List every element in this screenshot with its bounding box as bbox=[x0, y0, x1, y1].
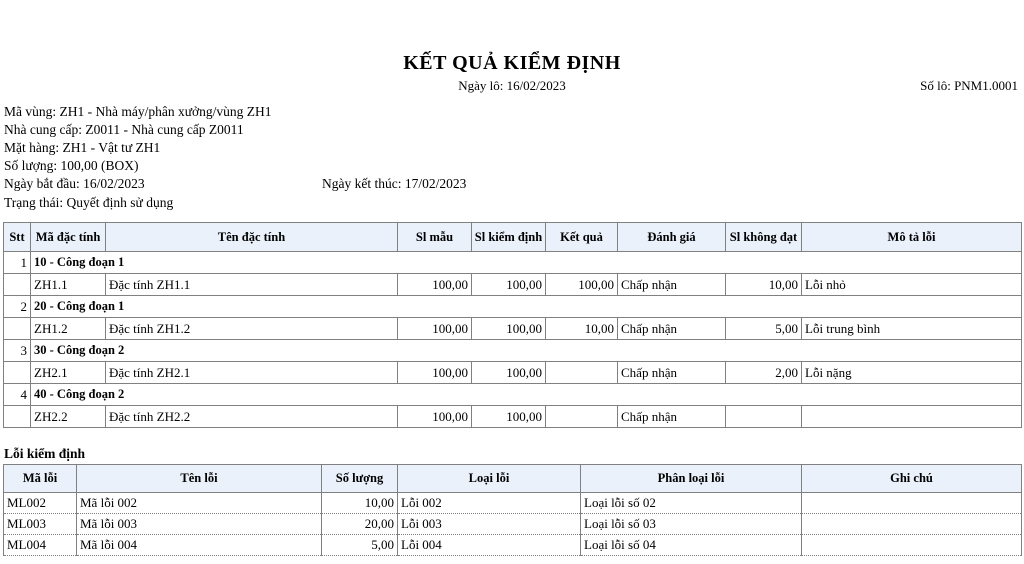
evaluation-cell: Chấp nhận bbox=[618, 406, 726, 428]
col-result: Kết quả bbox=[546, 223, 618, 252]
empty-cell bbox=[4, 362, 31, 384]
stt-cell: 1 bbox=[4, 252, 31, 274]
error-qty-cell: 20,00 bbox=[322, 514, 398, 535]
char-name-cell: Đặc tính ZH1.1 bbox=[106, 274, 398, 296]
error-qty-cell: 10,00 bbox=[322, 493, 398, 514]
error-desc-cell: Lỗi nhỏ bbox=[802, 274, 1022, 296]
error-desc-cell: Lỗi trung bình bbox=[802, 318, 1022, 340]
col-char-name: Tên đặc tính bbox=[106, 223, 398, 252]
inspection-header-row bbox=[4, 223, 1022, 252]
inspection-table-body bbox=[4, 252, 1022, 428]
errors-table-body bbox=[4, 493, 1022, 556]
failed-qty-cell: 10,00 bbox=[726, 274, 802, 296]
col-stt: Stt bbox=[4, 223, 31, 252]
col-error-code: Mã lỗi bbox=[4, 465, 77, 493]
error-name-cell: Mã lỗi 003 bbox=[77, 514, 322, 535]
status-info: Trạng thái: Quyết định sử dụng bbox=[4, 195, 174, 210]
error-code-cell: ML002 bbox=[4, 493, 77, 514]
sample-qty-cell: 100,00 bbox=[398, 274, 472, 296]
char-code-cell: ZH1.2 bbox=[31, 318, 106, 340]
empty-cell bbox=[4, 274, 31, 296]
group-label: 30 - Công đoạn 2 bbox=[31, 340, 1022, 362]
result-cell: 100,00 bbox=[546, 274, 618, 296]
error-code-cell: ML004 bbox=[4, 535, 77, 556]
empty-cell bbox=[4, 406, 31, 428]
col-failed-qty: Sl không đạt bbox=[726, 223, 802, 252]
errors-section-title: Lỗi kiểm định bbox=[4, 446, 86, 461]
evaluation-cell: Chấp nhận bbox=[618, 318, 726, 340]
result-cell bbox=[546, 362, 618, 384]
inspection-table bbox=[3, 222, 1022, 428]
inspected-qty-cell: 100,00 bbox=[472, 362, 546, 384]
inspected-qty-cell: 100,00 bbox=[472, 406, 546, 428]
error-class-cell: Loại lỗi số 04 bbox=[581, 535, 802, 556]
lot-date: Ngày lô: 16/02/2023 bbox=[458, 78, 566, 93]
error-desc-cell: Lỗi nặng bbox=[802, 362, 1022, 384]
group-row bbox=[4, 252, 1022, 274]
stt-cell: 4 bbox=[4, 384, 31, 406]
stt-cell: 3 bbox=[4, 340, 31, 362]
error-name-cell: Mã lỗi 004 bbox=[77, 535, 322, 556]
item-info: Mặt hàng: ZH1 - Vật tư ZH1 bbox=[4, 140, 161, 155]
col-error-name: Tên lỗi bbox=[77, 465, 322, 493]
report-title: KẾT QUẢ KIỂM ĐỊNH bbox=[403, 52, 621, 74]
quantity-info: Số lượng: 100,00 (BOX) bbox=[4, 158, 139, 173]
sample-qty-cell: 100,00 bbox=[398, 406, 472, 428]
char-name-cell: Đặc tính ZH2.1 bbox=[106, 362, 398, 384]
table-row bbox=[4, 318, 1022, 340]
error-qty-cell: 5,00 bbox=[322, 535, 398, 556]
char-code-cell: ZH1.1 bbox=[31, 274, 106, 296]
note-cell bbox=[802, 493, 1022, 514]
char-name-cell: Đặc tính ZH1.2 bbox=[106, 318, 398, 340]
error-row bbox=[4, 493, 1022, 514]
error-desc-cell bbox=[802, 406, 1022, 428]
char-name-cell: Đặc tính ZH2.2 bbox=[106, 406, 398, 428]
sample-qty-cell: 100,00 bbox=[398, 318, 472, 340]
failed-qty-cell bbox=[726, 406, 802, 428]
table-row bbox=[4, 362, 1022, 384]
col-error-qty: Số lượng bbox=[322, 465, 398, 493]
error-type-cell: Lỗi 004 bbox=[398, 535, 581, 556]
col-error-type: Loại lỗi bbox=[398, 465, 581, 493]
group-label: 40 - Công đoạn 2 bbox=[31, 384, 1022, 406]
result-cell bbox=[546, 406, 618, 428]
table-row bbox=[4, 406, 1022, 428]
start-date-info: Ngày bắt đầu: 16/02/2023 bbox=[4, 176, 145, 191]
lot-number: Số lô: PNM1.0001 bbox=[920, 78, 1018, 93]
empty-cell bbox=[4, 318, 31, 340]
region-info: Mã vùng: ZH1 - Nhà máy/phân xưởng/vùng ZH1 bbox=[4, 104, 272, 119]
error-code-cell: ML003 bbox=[4, 514, 77, 535]
col-error-class: Phân loại lỗi bbox=[581, 465, 802, 493]
group-label: 10 - Công đoạn 1 bbox=[31, 252, 1022, 274]
col-inspected-qty: Sl kiểm định bbox=[472, 223, 546, 252]
note-cell bbox=[802, 514, 1022, 535]
end-date-info: Ngày kết thúc: 17/02/2023 bbox=[322, 176, 467, 191]
error-class-cell: Loại lỗi số 03 bbox=[581, 514, 802, 535]
error-type-cell: Lỗi 002 bbox=[398, 493, 581, 514]
error-type-cell: Lỗi 003 bbox=[398, 514, 581, 535]
group-row bbox=[4, 340, 1022, 362]
error-row bbox=[4, 514, 1022, 535]
col-evaluation: Đánh giá bbox=[618, 223, 726, 252]
inspected-qty-cell: 100,00 bbox=[472, 318, 546, 340]
failed-qty-cell: 2,00 bbox=[726, 362, 802, 384]
errors-table bbox=[3, 464, 1022, 556]
char-code-cell: ZH2.2 bbox=[31, 406, 106, 428]
table-row bbox=[4, 274, 1022, 296]
char-code-cell: ZH2.1 bbox=[31, 362, 106, 384]
evaluation-cell: Chấp nhận bbox=[618, 362, 726, 384]
sample-qty-cell: 100,00 bbox=[398, 362, 472, 384]
evaluation-cell: Chấp nhận bbox=[618, 274, 726, 296]
col-char-code: Mã đặc tính bbox=[31, 223, 106, 252]
error-class-cell: Loại lỗi số 02 bbox=[581, 493, 802, 514]
errors-header-row bbox=[4, 465, 1022, 493]
col-note: Ghi chú bbox=[802, 465, 1022, 493]
group-row bbox=[4, 384, 1022, 406]
col-error-desc: Mô tả lỗi bbox=[802, 223, 1022, 252]
error-row bbox=[4, 535, 1022, 556]
result-cell: 10,00 bbox=[546, 318, 618, 340]
group-row bbox=[4, 296, 1022, 318]
supplier-info: Nhà cung cấp: Z0011 - Nhà cung cấp Z0011 bbox=[4, 122, 244, 137]
group-label: 20 - Công đoạn 1 bbox=[31, 296, 1022, 318]
error-name-cell: Mã lỗi 002 bbox=[77, 493, 322, 514]
note-cell bbox=[802, 535, 1022, 556]
failed-qty-cell: 5,00 bbox=[726, 318, 802, 340]
stt-cell: 2 bbox=[4, 296, 31, 318]
inspected-qty-cell: 100,00 bbox=[472, 274, 546, 296]
col-sample-qty: Sl mẫu bbox=[398, 223, 472, 252]
